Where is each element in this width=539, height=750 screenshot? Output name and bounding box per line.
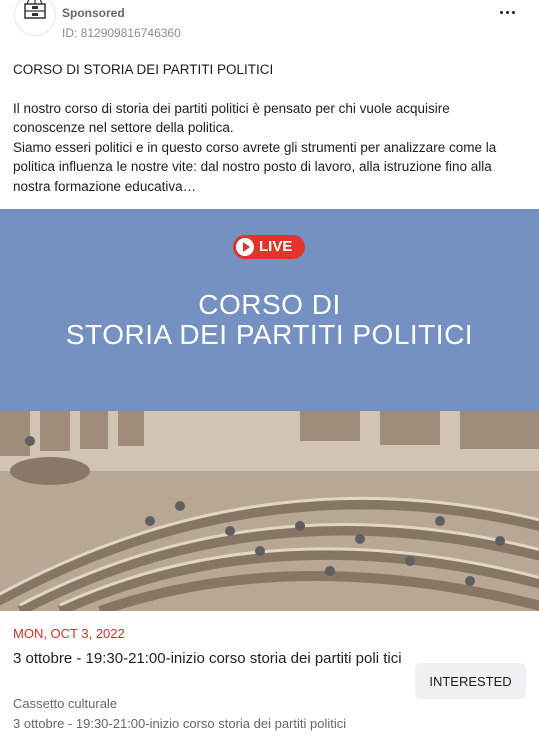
play-icon [236,238,254,256]
cassetto-logo-icon [15,0,55,35]
page-avatar[interactable] [14,0,56,36]
event-title[interactable]: 3 ottobre - 19:30-21:00-inizio corso storia dei partiti poli tici [13,650,402,667]
live-badge [233,235,305,259]
more-options-icon[interactable] [496,2,518,22]
event-date: MON, OCT 3, 2022 [13,626,125,641]
event-organizer: Cassetto culturale [13,696,118,711]
post-paragraph: Il nostro corso di storia dei partiti politici è pensato per chi vuole acquisire conoscenze nel settore della politica. [13,100,450,135]
interested-button[interactable]: INTERESTED [415,663,526,699]
live-label: LIVE [259,238,293,255]
ad-creative-image[interactable] [0,209,539,611]
event-description: 3 ottobre - 19:30-21:00-inizio corso storia dei partiti politici [13,716,347,731]
parliament-photo [0,411,539,611]
creative-headline: CORSO DI [198,289,341,320]
post-body [13,60,525,196]
post-title: CORSO DI STORIA DEI PARTITI POLITICI [13,62,274,77]
creative-headline: STORIA DEI PARTITI POLITICI [65,319,474,350]
ad-id: ID: 812909816746360 [62,26,181,40]
sponsored-label: Sponsored [62,6,125,20]
post-paragraph: Siamo esseri politici e in questo corso avrete gli strumenti per analizzare come la politica influenza le nostre vite: dal nostro posto di lavoro, alla istruzione fino alla nostra formazione educativa… [13,139,497,194]
